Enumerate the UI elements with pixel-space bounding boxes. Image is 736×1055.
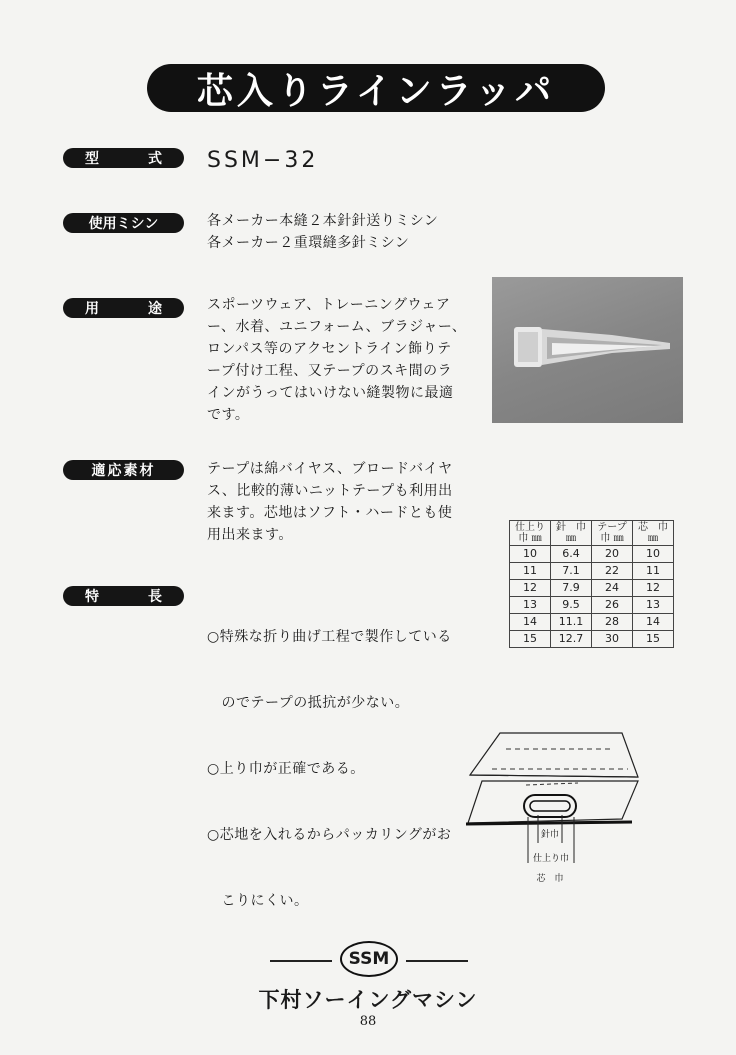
table-cell: 15	[510, 631, 551, 648]
table-cell: 11.1	[551, 614, 592, 631]
label-model	[63, 148, 184, 168]
diagram-label-finished: 仕上り巾	[532, 854, 570, 864]
label-material	[63, 460, 184, 480]
label-usage-a: 用	[85, 301, 99, 317]
material-line: 用出来ます。	[207, 527, 293, 543]
table-cell: 14	[633, 614, 674, 631]
machine-text	[207, 210, 438, 254]
table-row	[510, 631, 674, 648]
spec-table	[509, 520, 674, 648]
ssm-logo-text: SSM	[348, 949, 390, 969]
ssm-logo	[340, 941, 398, 977]
table-cell: 26	[592, 597, 633, 614]
table-cell: 11	[510, 563, 551, 580]
header-needle-width	[551, 521, 592, 546]
label-features-b: 長	[148, 589, 162, 605]
header-unit: ㎜	[648, 533, 658, 544]
material-text	[207, 458, 453, 546]
usage-line: ープ付け工程、又テープのスキ間のラ	[207, 363, 453, 379]
label-usage-b: 途	[148, 301, 162, 317]
header-unit: 巾 ㎜	[518, 533, 542, 544]
usage-line: ロンパス等のアクセントライン飾りテ	[207, 341, 452, 357]
machine-line: 各メーカー２重環縫多針ミシン	[207, 235, 410, 251]
table-cell: 13	[633, 597, 674, 614]
usage-line: です。	[207, 407, 250, 423]
diagram-label-needle: 針巾	[540, 830, 560, 840]
spec-table-header	[510, 521, 674, 546]
table-cell: 28	[592, 614, 633, 631]
table-cell: 20	[592, 546, 633, 563]
table-cell: 24	[592, 580, 633, 597]
footer-rule-left	[270, 960, 332, 962]
table-cell: 7.9	[551, 580, 592, 597]
page-title-text: 芯入りラインラッパ	[196, 70, 556, 112]
product-photo-art	[492, 277, 683, 423]
table-cell: 6.4	[551, 546, 592, 563]
label-model-a: 型	[85, 151, 99, 167]
label-usage	[63, 298, 184, 318]
diagram-label-core: 芯 巾	[536, 874, 564, 884]
usage-line: ー、水着、ユニフォーム、ブラジャー、	[207, 319, 467, 335]
table-cell: 10	[510, 546, 551, 563]
table-cell: 12	[510, 580, 551, 597]
header-text: テープ	[597, 522, 627, 533]
header-core-width	[633, 521, 674, 546]
feature-line: こりにくい。	[207, 893, 309, 909]
page-number: 88	[359, 1014, 377, 1029]
feature-line: ○上り巾が正確である。	[207, 761, 365, 777]
feature-line: ○特殊な折り曲げ工程で製作している	[207, 629, 452, 645]
table-cell: 10	[633, 546, 674, 563]
label-features-a: 特	[85, 589, 99, 605]
feature-line: ○芯地を入れるからパッカリングがお	[207, 827, 452, 843]
table-cell: 30	[592, 631, 633, 648]
table-row	[510, 580, 674, 597]
table-cell: 13	[510, 597, 551, 614]
usage-line: インがうってはいけない縫製物に最適	[207, 385, 454, 401]
features-text	[207, 582, 452, 934]
table-cell: 7.1	[551, 563, 592, 580]
page-title	[147, 64, 605, 112]
table-cell: 15	[633, 631, 674, 648]
table-cell: 11	[633, 563, 674, 580]
table-cell: 12.7	[551, 631, 592, 648]
usage-line: スポーツウェア、トレーニングウェア	[207, 297, 451, 313]
material-line: テープは綿バイヤス、ブロードバイヤ	[207, 461, 453, 477]
material-line: 来ます。芯地はソフト・ハードとも使	[207, 505, 453, 521]
label-machine	[63, 213, 184, 233]
feature-line: のでテープの抵抗が少ない。	[207, 695, 410, 711]
table-row	[510, 597, 674, 614]
header-text: 芯 巾	[638, 522, 668, 533]
table-row	[510, 563, 674, 580]
label-model-b: 式	[148, 151, 162, 167]
label-material-text: 適応素材	[91, 463, 156, 479]
header-unit: 巾 ㎜	[600, 533, 624, 544]
table-cell: 9.5	[551, 597, 592, 614]
table-cell: 14	[510, 614, 551, 631]
label-features	[63, 586, 184, 606]
table-cell: 12	[633, 580, 674, 597]
table-row	[510, 546, 674, 563]
header-text: 針 巾	[556, 522, 586, 533]
company-name: 下村ソーイングマシン	[258, 988, 478, 1012]
header-text: 仕上り	[515, 522, 545, 533]
product-photo	[492, 277, 683, 423]
table-cell: 22	[592, 563, 633, 580]
footer-rule-right	[406, 960, 468, 962]
header-finished-width	[510, 521, 551, 546]
material-line: ス、比較的薄いニットテープも利用出	[207, 483, 453, 499]
header-unit: ㎜	[566, 533, 576, 544]
tape-diagram	[462, 725, 642, 885]
machine-line: 各メーカー本縫２本針針送りミシン	[207, 213, 439, 229]
table-row	[510, 614, 674, 631]
usage-text	[207, 294, 466, 426]
header-tape-width	[592, 521, 633, 546]
label-machine-text: 使用ミシン	[88, 216, 159, 232]
model-value: SSM−32	[207, 148, 319, 173]
